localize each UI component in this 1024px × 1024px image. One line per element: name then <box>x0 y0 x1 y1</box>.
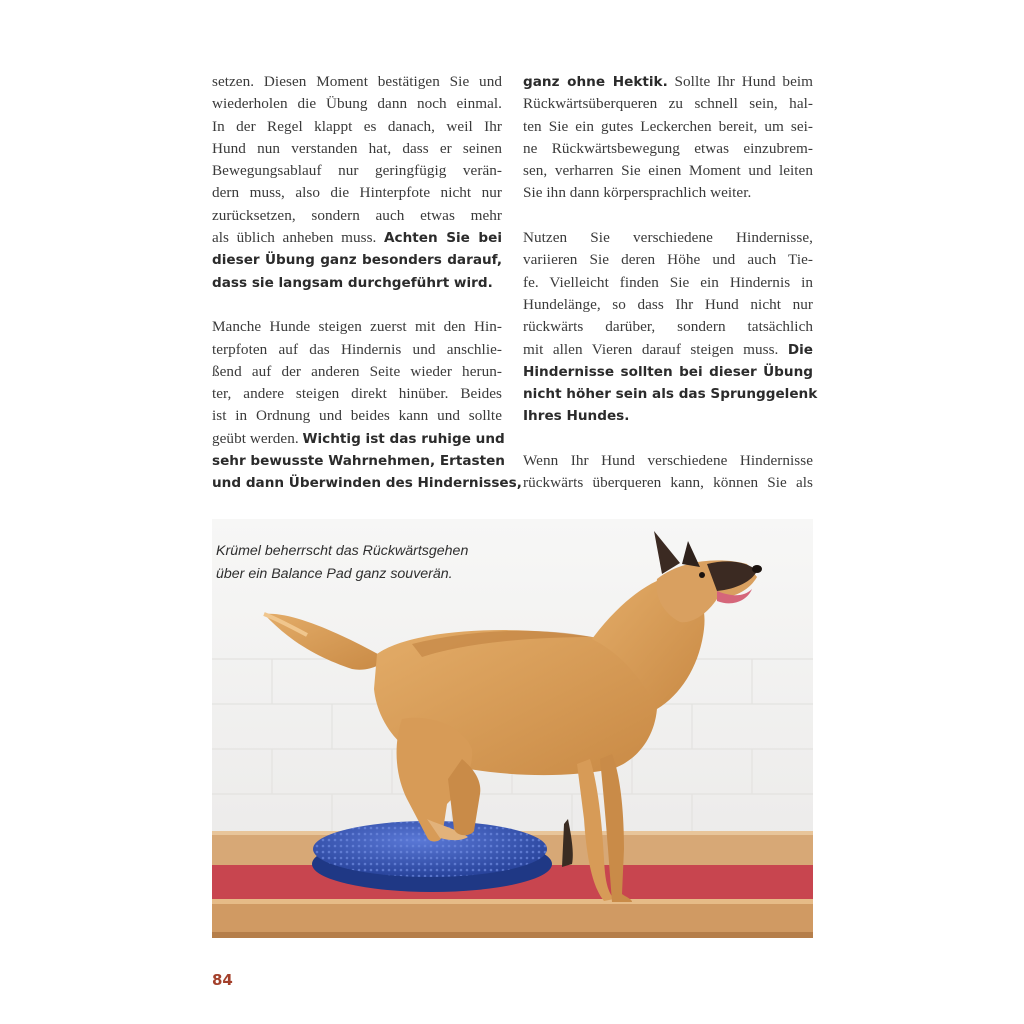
text-line: zurücksetzen, sondern auch etwas mehr <box>212 206 502 224</box>
text-fragment: als üblich anheben muss. <box>212 229 385 247</box>
paragraph <box>523 450 813 495</box>
text-line: ne Rückwärtsbewegung etwas einzubrem- <box>523 139 813 157</box>
bold-fragment: sehr bewusste Wahrnehmen, Ertasten <box>212 453 505 470</box>
paragraph <box>523 227 818 428</box>
text-column-right <box>523 71 818 517</box>
caption-line: über ein Balance Pad ganz souverän. <box>216 565 453 582</box>
text-line: sen, verharren Sie einen Moment und leiten <box>523 162 813 180</box>
photo-caption <box>216 540 516 585</box>
text-line <box>212 428 505 450</box>
bold-fragment: nicht höher sein als das Sprunggelenk <box>523 386 818 403</box>
text-line: Hundelänge, so dass Ihr Hund nicht nur <box>523 295 813 313</box>
text-line: dern muss, also die Hinterpfote nicht nur <box>212 184 502 202</box>
bold-text-line <box>212 472 522 494</box>
text-line: Wenn Ihr Hund verschiedene Hindernisse <box>523 452 813 470</box>
bold-text-line <box>523 383 818 405</box>
text-column-left <box>212 71 522 517</box>
text-line: Sie ihn dann körpersprachlich weiter. <box>523 184 752 202</box>
text-line: variieren Sie deren Höhe und auch Tie- <box>523 251 813 269</box>
text-line: terpfoten auf das Hindernis und anschlie- <box>212 340 502 358</box>
bold-fragment: und dann Überwinden des Hindernisses, <box>212 475 522 492</box>
text-line: Rückwärtsüberqueren zu schnell sein, hal- <box>523 95 813 113</box>
bold-fragment: dieser Übung ganz besonders darauf, <box>212 252 502 269</box>
bold-fragment: Die <box>787 341 813 358</box>
text-fragment: mit allen Vieren darauf steigen muss. <box>523 340 788 358</box>
text-line: Hund nun verstanden hat, dass er seinen <box>212 139 502 157</box>
bold-text-line <box>523 405 813 427</box>
text-line: Nutzen Sie verschiedene Hindernisse, <box>523 229 813 247</box>
text-fragment: Sollte Ihr Hund beim <box>667 73 813 90</box>
text-line <box>523 339 813 361</box>
bold-fragment: Wichtig ist das ruhige und <box>302 430 505 447</box>
bold-text-line <box>212 272 502 294</box>
text-line: ten Sie ein gutes Leckerchen bereit, um sei- <box>523 117 813 135</box>
text-line: Bewegungsablauf nur geringfügig verän- <box>212 162 502 180</box>
text-fragment: geübt werden. <box>212 429 303 447</box>
text-line: wiederholen die Übung dann noch einmal. <box>212 95 502 113</box>
text-line: In der Regel klappt es danach, weil Ihr <box>212 117 502 135</box>
caption-line: Krümel beherrscht das Rückwärtsgehen <box>216 543 469 559</box>
text-line: rückwärts darüber, sondern tatsächlich <box>523 318 813 336</box>
text-line: ist in Ordnung und beides kann und sollte <box>212 407 502 425</box>
text-line: fe. Vielleicht finden Sie ein Hindernis in <box>523 273 813 291</box>
text-line: ter, andere steigen direkt hinüber. Beides <box>212 385 502 403</box>
bold-text-line <box>212 450 505 472</box>
text-line: setzen. Diesen Moment bestätigen Sie und <box>212 73 502 90</box>
paragraph <box>523 71 813 205</box>
text-line: rückwärts überqueren kann, können Sie als <box>523 474 813 492</box>
paragraph <box>212 316 522 494</box>
page-number: 84 <box>212 971 233 989</box>
bold-fragment: Ihres Hundes. <box>523 408 630 425</box>
text-line <box>212 227 502 249</box>
bold-fragment: Achten Sie bei <box>384 230 502 247</box>
text-line <box>523 71 813 93</box>
bold-fragment: ganz ohne Hektik. <box>523 74 668 90</box>
paragraph <box>212 71 502 294</box>
bold-text-line <box>212 249 502 271</box>
bold-text-line <box>523 361 813 383</box>
bold-fragment: dass sie langsam durchgeführt wird. <box>212 274 493 291</box>
bold-fragment: Hindernisse sollten bei dieser Übung <box>523 363 813 380</box>
text-line: Manche Hunde steigen zuerst mit den Hin- <box>212 318 502 336</box>
text-line: ßend auf der anderen Seite wieder herun- <box>212 362 502 380</box>
